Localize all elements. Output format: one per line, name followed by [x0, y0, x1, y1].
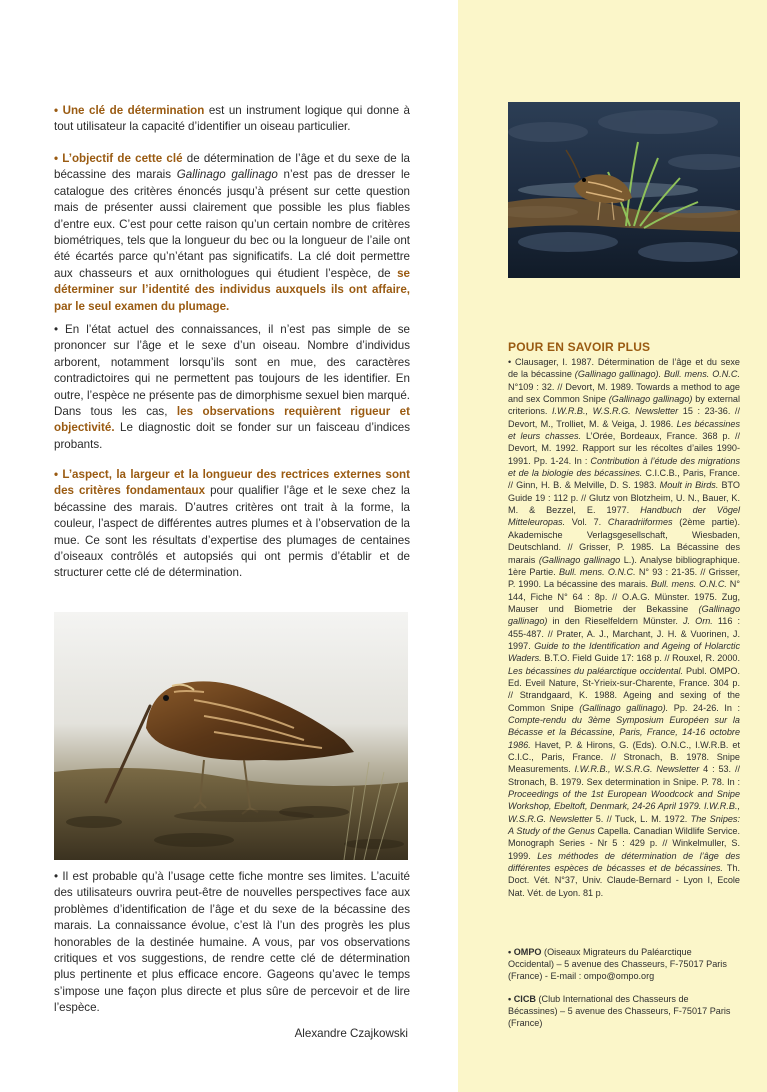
ref-italic: (Gallinago gallinago) — [608, 394, 693, 405]
ref-italic: Bull. mens. O.N.C. — [558, 566, 636, 577]
ref-italic: (Gallinago gallinago). Bull. mens. O.N.C. — [574, 369, 740, 380]
paragraph-knowledge — [54, 322, 410, 453]
ref-italic: Moult in Birds. — [659, 480, 719, 491]
bullet: • — [54, 323, 59, 336]
highlight-text: L’aspect, la largeur et la longueur des rectrices externes sont des critères fondamentaux — [54, 468, 410, 498]
paragraph-definition — [54, 103, 410, 136]
paragraph-objective — [54, 151, 410, 315]
highlight-text: se déterminer sur l’identité des individus auxquels ils ont affaire, par le seul examen du plumage. — [54, 266, 410, 313]
org-details: (Oiseaux Migrateurs du Paléarctique Occidental) – 5 avenue des Chasseurs, F-75017 Paris (France) - E-mail : ompo@ompo.org — [508, 947, 727, 982]
ref-text: Th. Doct. Vét. N°37, Univ. Claude-Bernard - Lyon I, Ecole Nat. Vét. de Lyon. 81 p. — [508, 863, 740, 898]
ref-text: Publ. OMPO. Ed. Eveil Nature, St-Yrieix-sur-Charente, France. 304 p. // Strandgaard, K. 1988. Ageing and sexing of the Common Snipe — [508, 665, 740, 713]
paragraph-criteria — [54, 467, 410, 582]
ref-italic: Compte-rendu du 3ème Symposium Européen sur la Bécasse et la Bécassine, Paris, France, 14-16 octobre 1986. — [508, 714, 740, 750]
contact-cicb — [508, 993, 740, 1030]
ref-italic: I.W.R.B., W.S.R.G. Newsletter — [552, 406, 679, 417]
highlight-text: les observations requièrent rigueur et objectivité. — [54, 405, 410, 435]
ref-text: Havet, P. & Hirons, G. (Eds). O.N.C., I.W.R.B. et C.I.C., Paris, France. // Stronach, B. 1978. Snipe Measurements. — [508, 739, 740, 775]
bullet: • — [508, 947, 512, 957]
author-signature: Alexandre Czajkowski — [294, 1027, 408, 1040]
ref-text: by external criterions. — [508, 394, 740, 417]
org-details: (Club International des Chasseurs de Bécassines) – 5 avenue des Chasseurs, F-75017 Paris (France) — [508, 994, 731, 1029]
ref-italic: The Snipes: A Study of the Genus — [508, 813, 741, 837]
ref-text: L’Orée, Bordeaux, France. 368 p. // Devort, M. 1992. Rapport sur les récoltes d’ailes 1990-1991. Pp. 1-24. In : — [508, 431, 740, 466]
ref-italic: Proceedings of the 1st European Woodcock and Snipe Workshop, Ebeltoft, Denmark, 24-26 April 1979. I.W.R.B., W.S.R.G. Newsletter — [508, 789, 740, 824]
paragraph-text: En l’état actuel des connaissances, il n’est pas simple de se prononcer sur l’âge et le sexe d’un oiseau. Nombre d’individus arborent, notamment lorsqu’ils sont en mue, des caractères contradictoires qui ne permettent pas toujours de les identifier. En outre, l’espèce ne présente pas de dimorphisme sexuel bien marqué. Dans tous les cas, — [54, 323, 410, 419]
ref-italic: Les méthodes de détermination de l’âge des différentes espèces de bécasses et de bécassines. — [508, 850, 740, 874]
ref-text: in den Rieselfeldern Münster. — [547, 616, 683, 627]
org-name: CICB — [513, 994, 536, 1004]
contact-ompo — [508, 946, 740, 983]
ref-italic: (Gallinago gallinago) — [508, 603, 740, 627]
ref-italic: Guide to the Identification and Ageing of Holarctic Waders. — [508, 640, 740, 664]
bullet: • — [54, 152, 59, 165]
ref-italic: Handbuch der Vögel Mitteleuropas. — [508, 505, 740, 528]
ref-text: B.T.O. Field Guide 17: 168 p. // Rouxel, R. 2000. — [541, 653, 740, 664]
ref-text: 4 : 53. // Stronach, B. 1979. Sex determination in Snipe. P. 78. In : — [508, 764, 740, 787]
ref-text: C.I.C.B., Paris, France. // Ginn, H. B. & Melville, D. S. 1983. — [508, 468, 740, 491]
ref-italic: (Gallinago gallinago). — [579, 702, 669, 713]
paragraph-text: de détermination de l’âge et du sexe de la bécassine des marais — [54, 152, 410, 182]
paragraph-text: pour qualifier l’âge et le sexe chez la bécassine des marais. D’autres critères ont trait à la forme, la couleur, l’aspect de différentes autres plumes et à l’observation de la mue. Ce sont les résultats d’expertise des plumages de centaines d’oiseaux contrôlés et autopsiés qui ont permis d’établir et de structurer cette clé de détermination. — [54, 484, 410, 580]
highlight-term: Une clé de détermination — [62, 104, 205, 117]
highlight-term: L’objectif de cette clé — [62, 152, 183, 165]
bullet: • — [54, 870, 59, 883]
ref-text: Pp. 24-26. In : — [668, 702, 740, 713]
ref-text: Capella. Canadian Wildlife Service. Monograph Series - Nr 5 : 429 p. // Winkelmuller, S. 1999. — [508, 826, 741, 861]
bullet: • — [54, 104, 59, 117]
ref-italic: J. Orn. — [682, 616, 713, 627]
bullet: • — [508, 994, 512, 1004]
ref-italic: Charadriiformes — [607, 517, 673, 528]
ref-text: L.). Analyse bibliographique. 1ère Partie. — [508, 554, 741, 577]
ref-text: N°109 : 32. // Devort, M. 1989. Towards a method to age and sex Common Snipe — [508, 381, 740, 405]
ref-italic: Contribution à l’étude des migrations et de la biologie des bécassines. — [508, 455, 740, 479]
ref-text: N° 93 : 21-35. // Grisser, P. 1990. La bécassine des marais. — [508, 566, 740, 590]
species-name: Gallinago gallinago — [176, 168, 278, 182]
ref-italic: Les bécassines et leurs chasses. — [508, 418, 740, 442]
ref-italic: Les bécassines du paléarctique occidental. — [508, 665, 684, 676]
paragraph-text: n’est pas de dresser le catalogue des critères énoncés jusqu’à présent sur cette question mais de présenter aussi clairement que possible les plus fiables d’entre eux. C’est pour cette raison qu’un certain nombre de critères biométriques, tels que la longueur du bec ou la longueur de l’aile ont été écartés parce qu’n’étant pas significatifs. La clé doit permettre aux chasseurs et aux ornithologues qui étudient l’espèce, de — [54, 168, 410, 280]
references-title: POUR EN SAVOIR PLUS — [508, 340, 651, 354]
snipe-photo-small — [508, 102, 740, 278]
ref-text: 116 : 455-487. // Prater, A. J., Marchant, J. H. & Vuorinen, J. 1997. — [508, 616, 740, 651]
ref-text: (2ème partie). Akademische Verlagsgesellschaft, Wiesbaden, Deutschland. // Grisser, P. 1985. La Bécassine des marais — [508, 517, 740, 565]
paragraph-conclusion — [54, 869, 410, 1017]
paragraph-text: est un instrument logique qui donne à tout utilisateur la capacité d’identifier un oiseau particulier. — [54, 104, 410, 134]
snipe-photo-large — [54, 612, 408, 860]
ref-text: 5. // Tuck, L. M. 1972. — [592, 813, 691, 824]
ref-text: 15 : 23-36. // Devort, M., Trolliet, M. & Veiga, J. 1986. — [508, 406, 740, 429]
ref-text: N° 144, Fiche N° 64 : 8p. // O.A.G. Münster. 1975. Zug, Mauser und Biometrie der Bekassine — [508, 579, 740, 614]
paragraph-text: Le diagnostic doit se fonder sur un faisceau d’indices probants. — [54, 421, 410, 451]
ref-text: • Clausager, I. 1987. Détermination de l’âge et du sexe de la bécassine — [508, 357, 740, 380]
references-text — [508, 356, 740, 899]
ref-italic: (Gallinago gallinago — [538, 554, 621, 565]
bullet: • — [54, 468, 59, 481]
ref-text: Vol. 7. — [565, 517, 608, 528]
ref-italic: I.W.R.B., W.S.R.G. Newsletter — [574, 764, 700, 775]
ref-italic: Bull. mens. O.N.C. — [650, 579, 727, 590]
paragraph-text: Il est probable qu’à l’usage cette fiche montre ses limites. L’acuité des utilisateurs ouvrira peut-être de nouvelles perspectives face aux problèmes d’identification de l’âge et du sexe de la bécassine des marais. La connaissance évolue, c’est là l’un des progrès les plus honorables de la destinée humaine. A vous, par vos observations critiques et vos suggestions, de rendre cette clé de détermination plus pertinente et plus efficace encore. Gageons qu’avec le temps s’impose une façon plus directe et plus sûre de percevoir et de lire l’espèce. — [54, 870, 410, 1015]
org-name: OMPO — [513, 947, 542, 957]
ref-text: BTO Guide 19 : 112 p. // Glutz von Blotzheim, U. N., Bauer, K. M. & Bezzel, E. 1977. — [508, 480, 740, 516]
